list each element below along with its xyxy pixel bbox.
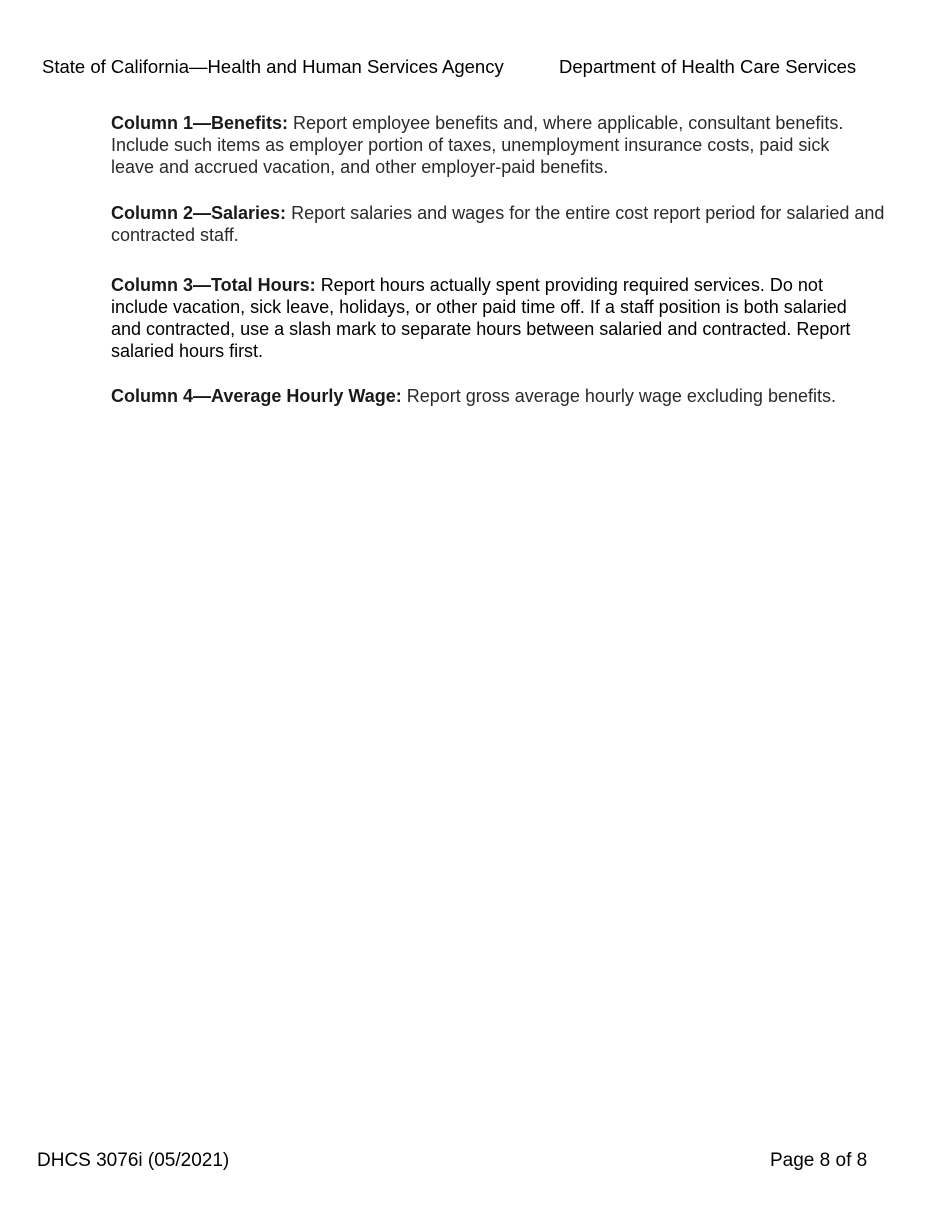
column-1-instructions xyxy=(111,112,871,178)
column-4-text: Report gross average hourly wage excluding benefits. xyxy=(406,386,836,406)
column-4-label: Column 4—Average Hourly Wage: xyxy=(111,386,402,406)
column-3-text: Report hours actually spent providing required services. Do not include vacation, sick leave, holidays, or other paid time off. If a staff position is both salaried and contracted, use a slash mark to separate hours between salaried and contracted. Report salaried hours first. xyxy=(111,275,851,361)
column-2-instructions xyxy=(111,202,901,246)
column-1-text: Report employee benefits and, where applicable, consultant benefits. Include such items as employer portion of taxes, unemployment insurance costs, paid sick leave and accrued vacation, and other employer-paid benefits. xyxy=(111,113,844,177)
footer-form-id: DHCS 3076i (05/2021) xyxy=(37,1150,230,1171)
column-2-label: Column 2—Salaries: xyxy=(111,203,287,223)
footer-page-number: Page 8 of 8 xyxy=(770,1150,868,1171)
header-agency: State of California—Health and Human Services Agency xyxy=(42,56,504,77)
column-4-instructions xyxy=(111,385,911,407)
header-department: Department of Health Care Services xyxy=(559,56,857,77)
column-3-instructions xyxy=(111,274,851,362)
column-2-text: Report salaries and wages for the entire cost report period for salaried and contracted staff. xyxy=(111,203,885,245)
column-1-label: Column 1—Benefits: xyxy=(111,113,289,133)
column-3-label: Column 3—Total Hours: xyxy=(111,275,316,295)
